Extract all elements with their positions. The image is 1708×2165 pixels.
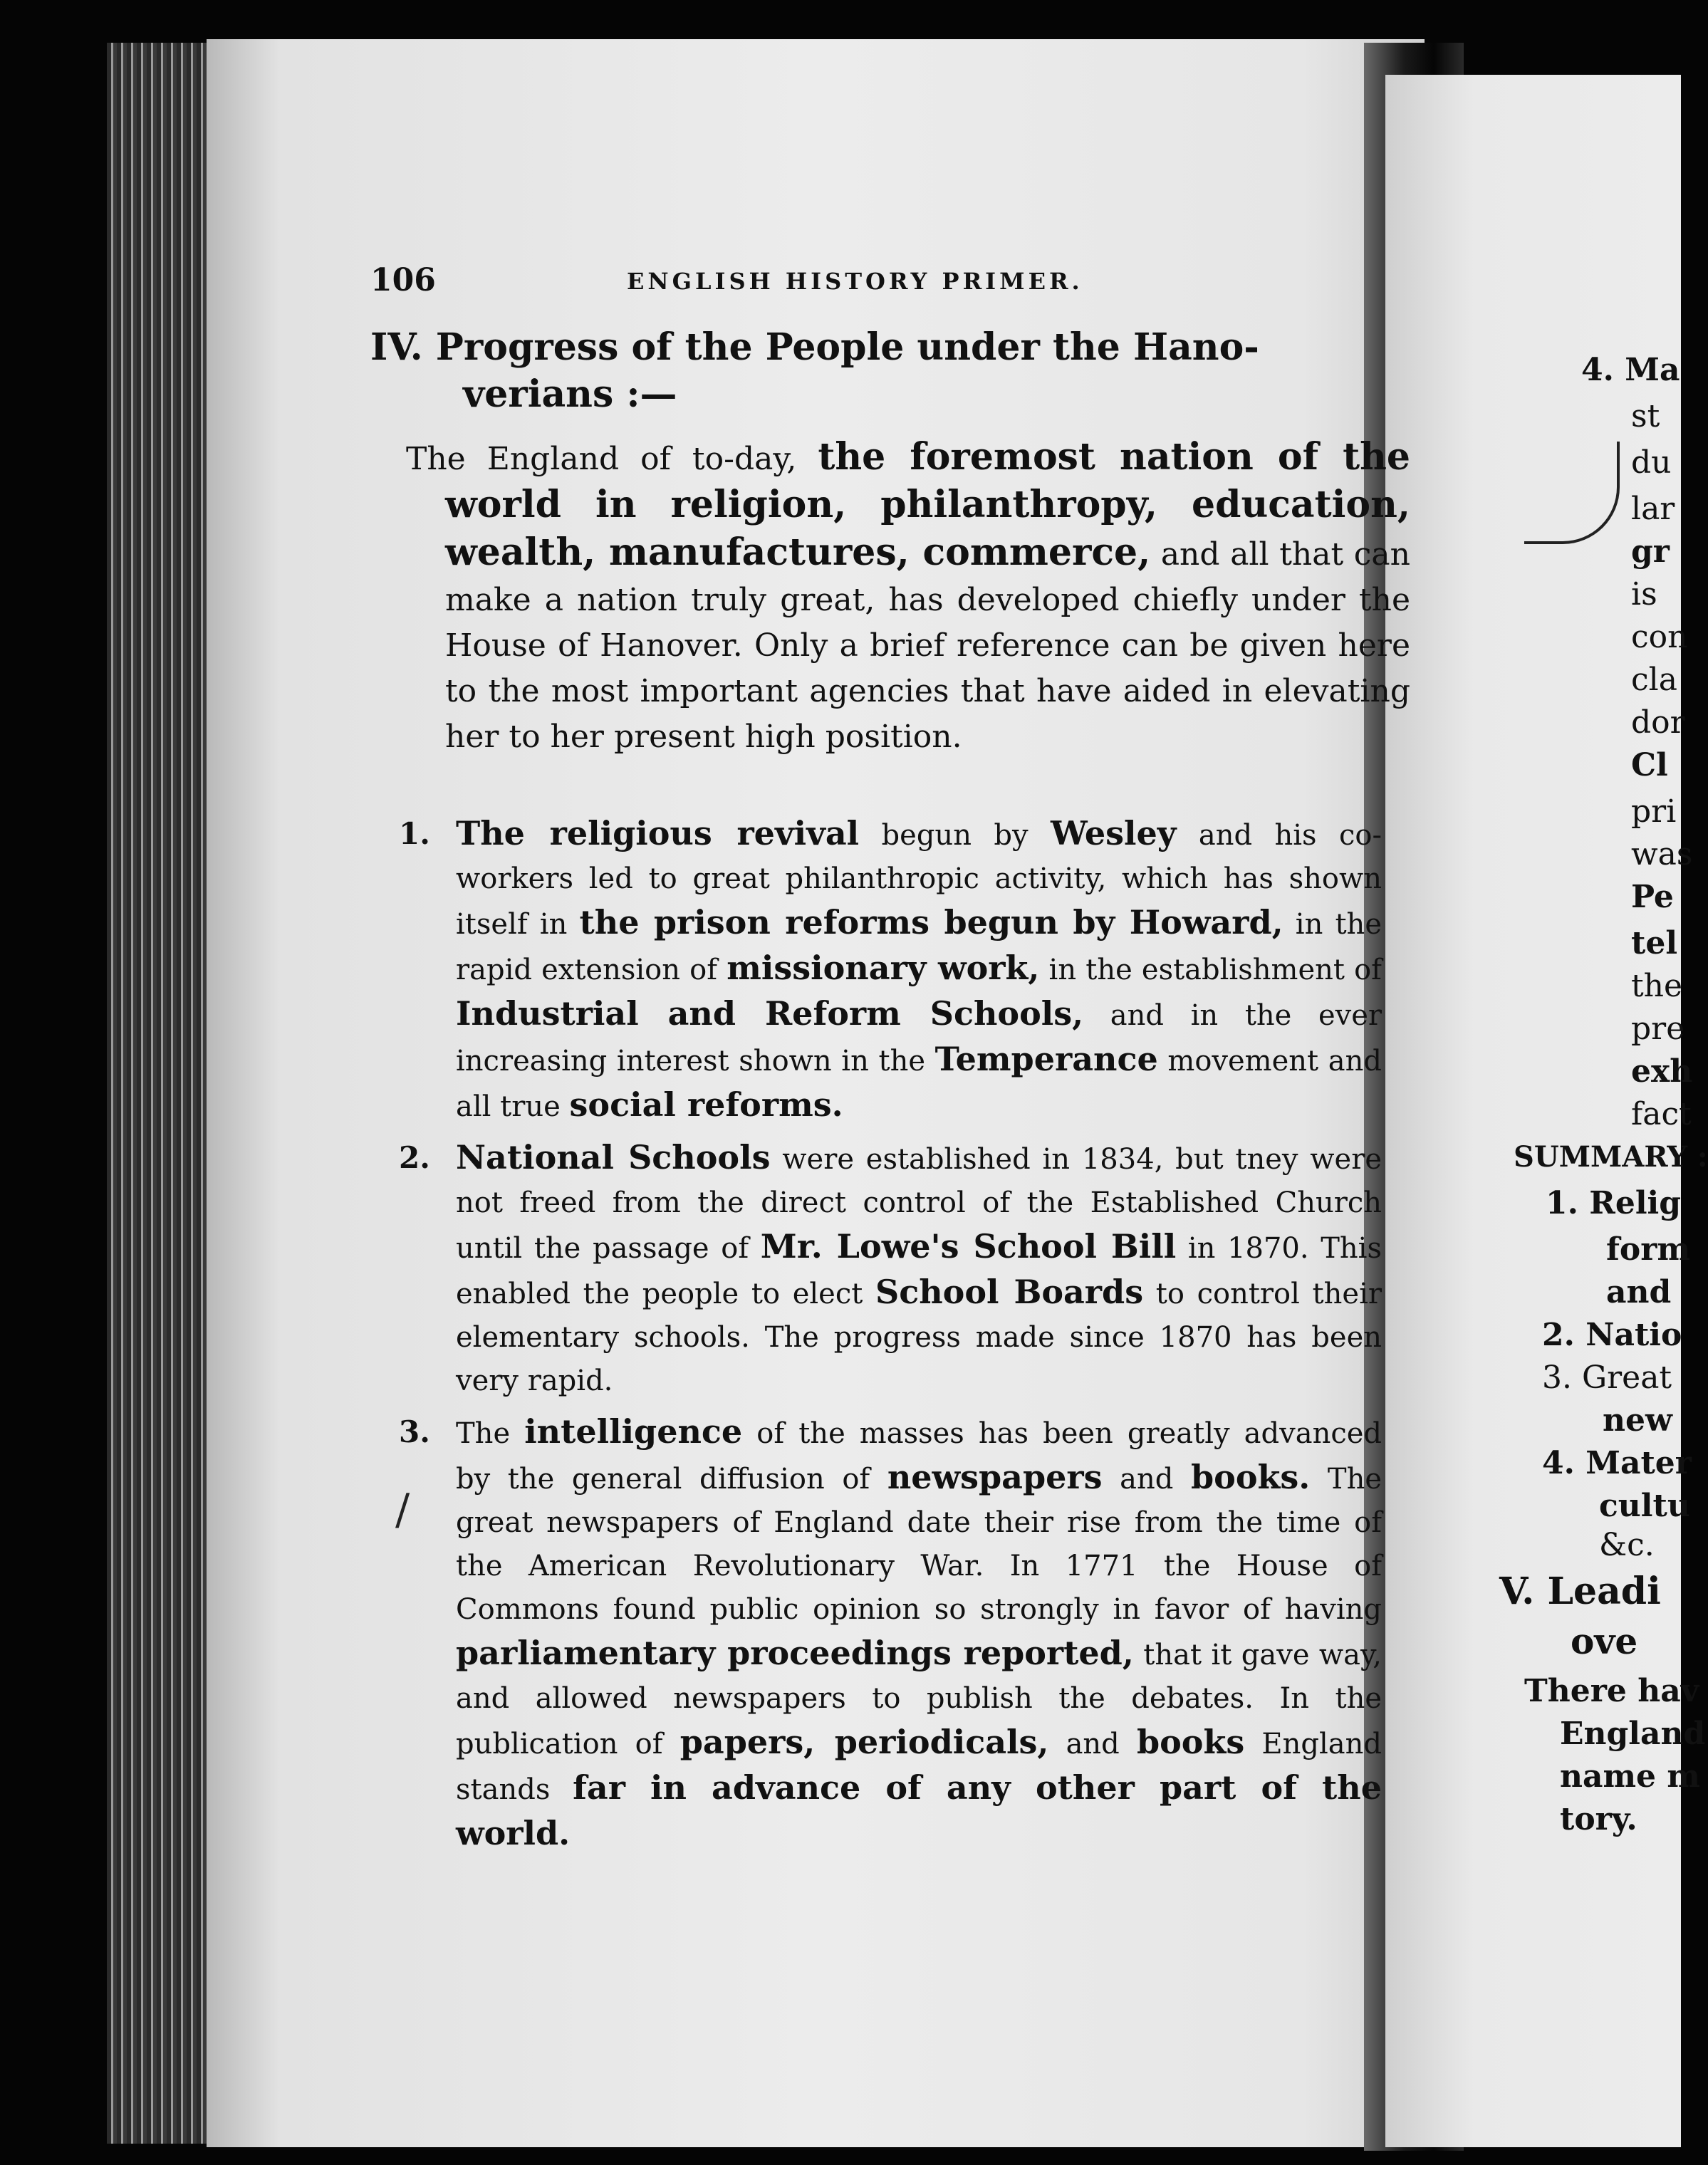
item-number: 2. [399, 1140, 430, 1175]
right-page-line: fact [1631, 1096, 1692, 1132]
right-page-line: tory. [1560, 1801, 1637, 1837]
item-text: movement and all true [456, 1045, 1382, 1123]
item-bold: the prison reforms begun by Howard, [579, 903, 1283, 941]
right-page-line: ove [1571, 1620, 1638, 1662]
right-page-line: name m [1560, 1758, 1700, 1795]
right-page-line: &c. [1599, 1527, 1655, 1563]
item-bold: papers, periodicals, [679, 1723, 1049, 1761]
item-bold: intelligence [524, 1412, 743, 1451]
list-item [370, 1410, 1382, 1857]
item-bold: books. [1190, 1458, 1311, 1496]
item-number: 1. [399, 816, 430, 851]
item-text: that it gave way, and allowed newspapers to publish the debates. In the publication of [456, 1639, 1382, 1760]
item-text: in the establishment of [1039, 954, 1382, 986]
right-page-line: SUMMARY : [1514, 1140, 1708, 1174]
right-page-line: is [1631, 576, 1657, 612]
right-page-line: lar [1631, 491, 1675, 527]
item-bold: Temperance [934, 1040, 1158, 1078]
page-number: 106 [370, 262, 436, 298]
page-edges [107, 43, 214, 2144]
right-page-line: tel [1631, 925, 1678, 961]
item-text: and [1102, 1463, 1191, 1496]
right-page-line: cultu [1599, 1488, 1690, 1524]
right-page-line: cla [1631, 662, 1677, 698]
right-page-line: 4. Mater [1542, 1445, 1692, 1481]
item-bold: The religious revival [456, 814, 860, 852]
pencil-tick: / [395, 1485, 410, 1535]
right-page-line: and [1606, 1274, 1672, 1310]
item-bold: parliamentary proceedings reported, [456, 1634, 1134, 1672]
item-text: England stands [456, 1728, 1382, 1806]
list-item [370, 812, 1382, 1129]
item-bold: far in advance of any other part of the world. [456, 1768, 1382, 1852]
right-page-line: Pe [1631, 879, 1674, 915]
item-bold: books [1136, 1723, 1245, 1761]
list-item [370, 1136, 1382, 1403]
right-page-line: pre [1631, 1011, 1685, 1047]
right-page-line: dor [1631, 704, 1685, 741]
right-page-line: con [1631, 619, 1688, 655]
running-head [370, 262, 1368, 305]
item-bold: Wesley [1050, 814, 1177, 852]
item-bold: newspapers [887, 1458, 1103, 1496]
right-page-line: du [1631, 444, 1672, 481]
right-page-line: pri [1631, 793, 1677, 830]
section-title-line1: IV. Progress of the People under the Hano- [370, 325, 1259, 369]
item-text: begun by [859, 819, 1051, 852]
right-page-line: 2. Natio [1542, 1317, 1682, 1353]
right-page-line: exh [1631, 1053, 1693, 1090]
right-page-line: Cl [1631, 747, 1668, 783]
right-page-line: V. Leadi [1499, 1570, 1661, 1613]
item-text: and his co-workers led to great philanthropic activity, which has shown itself in [456, 819, 1382, 941]
right-page-line: 1. Relig [1546, 1185, 1682, 1221]
item-bold: social reforms. [569, 1085, 843, 1124]
item-text: to control their elementary schools. The progress made since 1870 has been very rapid. [456, 1278, 1382, 1397]
item-text: and [1048, 1728, 1137, 1760]
right-page-line: the [1631, 968, 1683, 1004]
right-page-line: There hav [1524, 1673, 1699, 1709]
intro-text-2: and all that can make a nation truly great, has developed chiefly under the House of Hanover. Only a brief reference can be given here to the most important agencies that have aided in elevating her to her present high position. [445, 536, 1410, 755]
section-title-line2: verians :— [463, 372, 677, 416]
item-text: The [456, 1417, 525, 1450]
intro-text: The England of to-day, [406, 441, 818, 477]
intro-paragraph [406, 434, 1410, 760]
item-text: were established in 1834, but tney were not freed from the direct control of the Established Church until the passage of [456, 1143, 1382, 1265]
right-page-line: new [1603, 1402, 1672, 1439]
right-page-line: gr [1631, 533, 1670, 570]
right-page-line: 4. Ma [1581, 352, 1680, 388]
intro-bold: the foremost nation of the world in religion, philanthropy, education, wealth, manufactures, commerce, [445, 435, 1410, 574]
running-title: ENGLISH HISTORY PRIMER. [627, 268, 1083, 295]
item-text: The great newspapers of England date their rise from the time of the American Revolutionary War. In 1771 the House of Commons found public opinion so strongly in favor of having [456, 1463, 1382, 1626]
item-bold: National Schools [456, 1138, 771, 1177]
item-bold: School Boards [875, 1273, 1144, 1311]
item-text: of the masses has been greatly advanced by the general diffusion of [456, 1417, 1382, 1496]
item-text: and in the ever increasing interest shown in the [456, 999, 1382, 1078]
item-bold: Mr. Lowe's School Bill [760, 1227, 1177, 1266]
right-page-line: st [1631, 398, 1660, 434]
right-page-line: was [1631, 836, 1693, 872]
numbered-items [370, 812, 1382, 1864]
item-bold: Industrial and Reform Schools, [456, 994, 1084, 1033]
section-title [370, 324, 1382, 418]
item-text: in 1870. This enabled the people to elect [456, 1232, 1382, 1310]
right-page-line: England [1560, 1716, 1706, 1752]
right-page-line: 3. Great [1542, 1360, 1672, 1396]
right-page-line: form [1606, 1231, 1691, 1268]
item-text: in the rapid extension of [456, 908, 1382, 986]
item-bold: missionary work, [727, 949, 1040, 987]
item-number: 3. [399, 1414, 430, 1449]
